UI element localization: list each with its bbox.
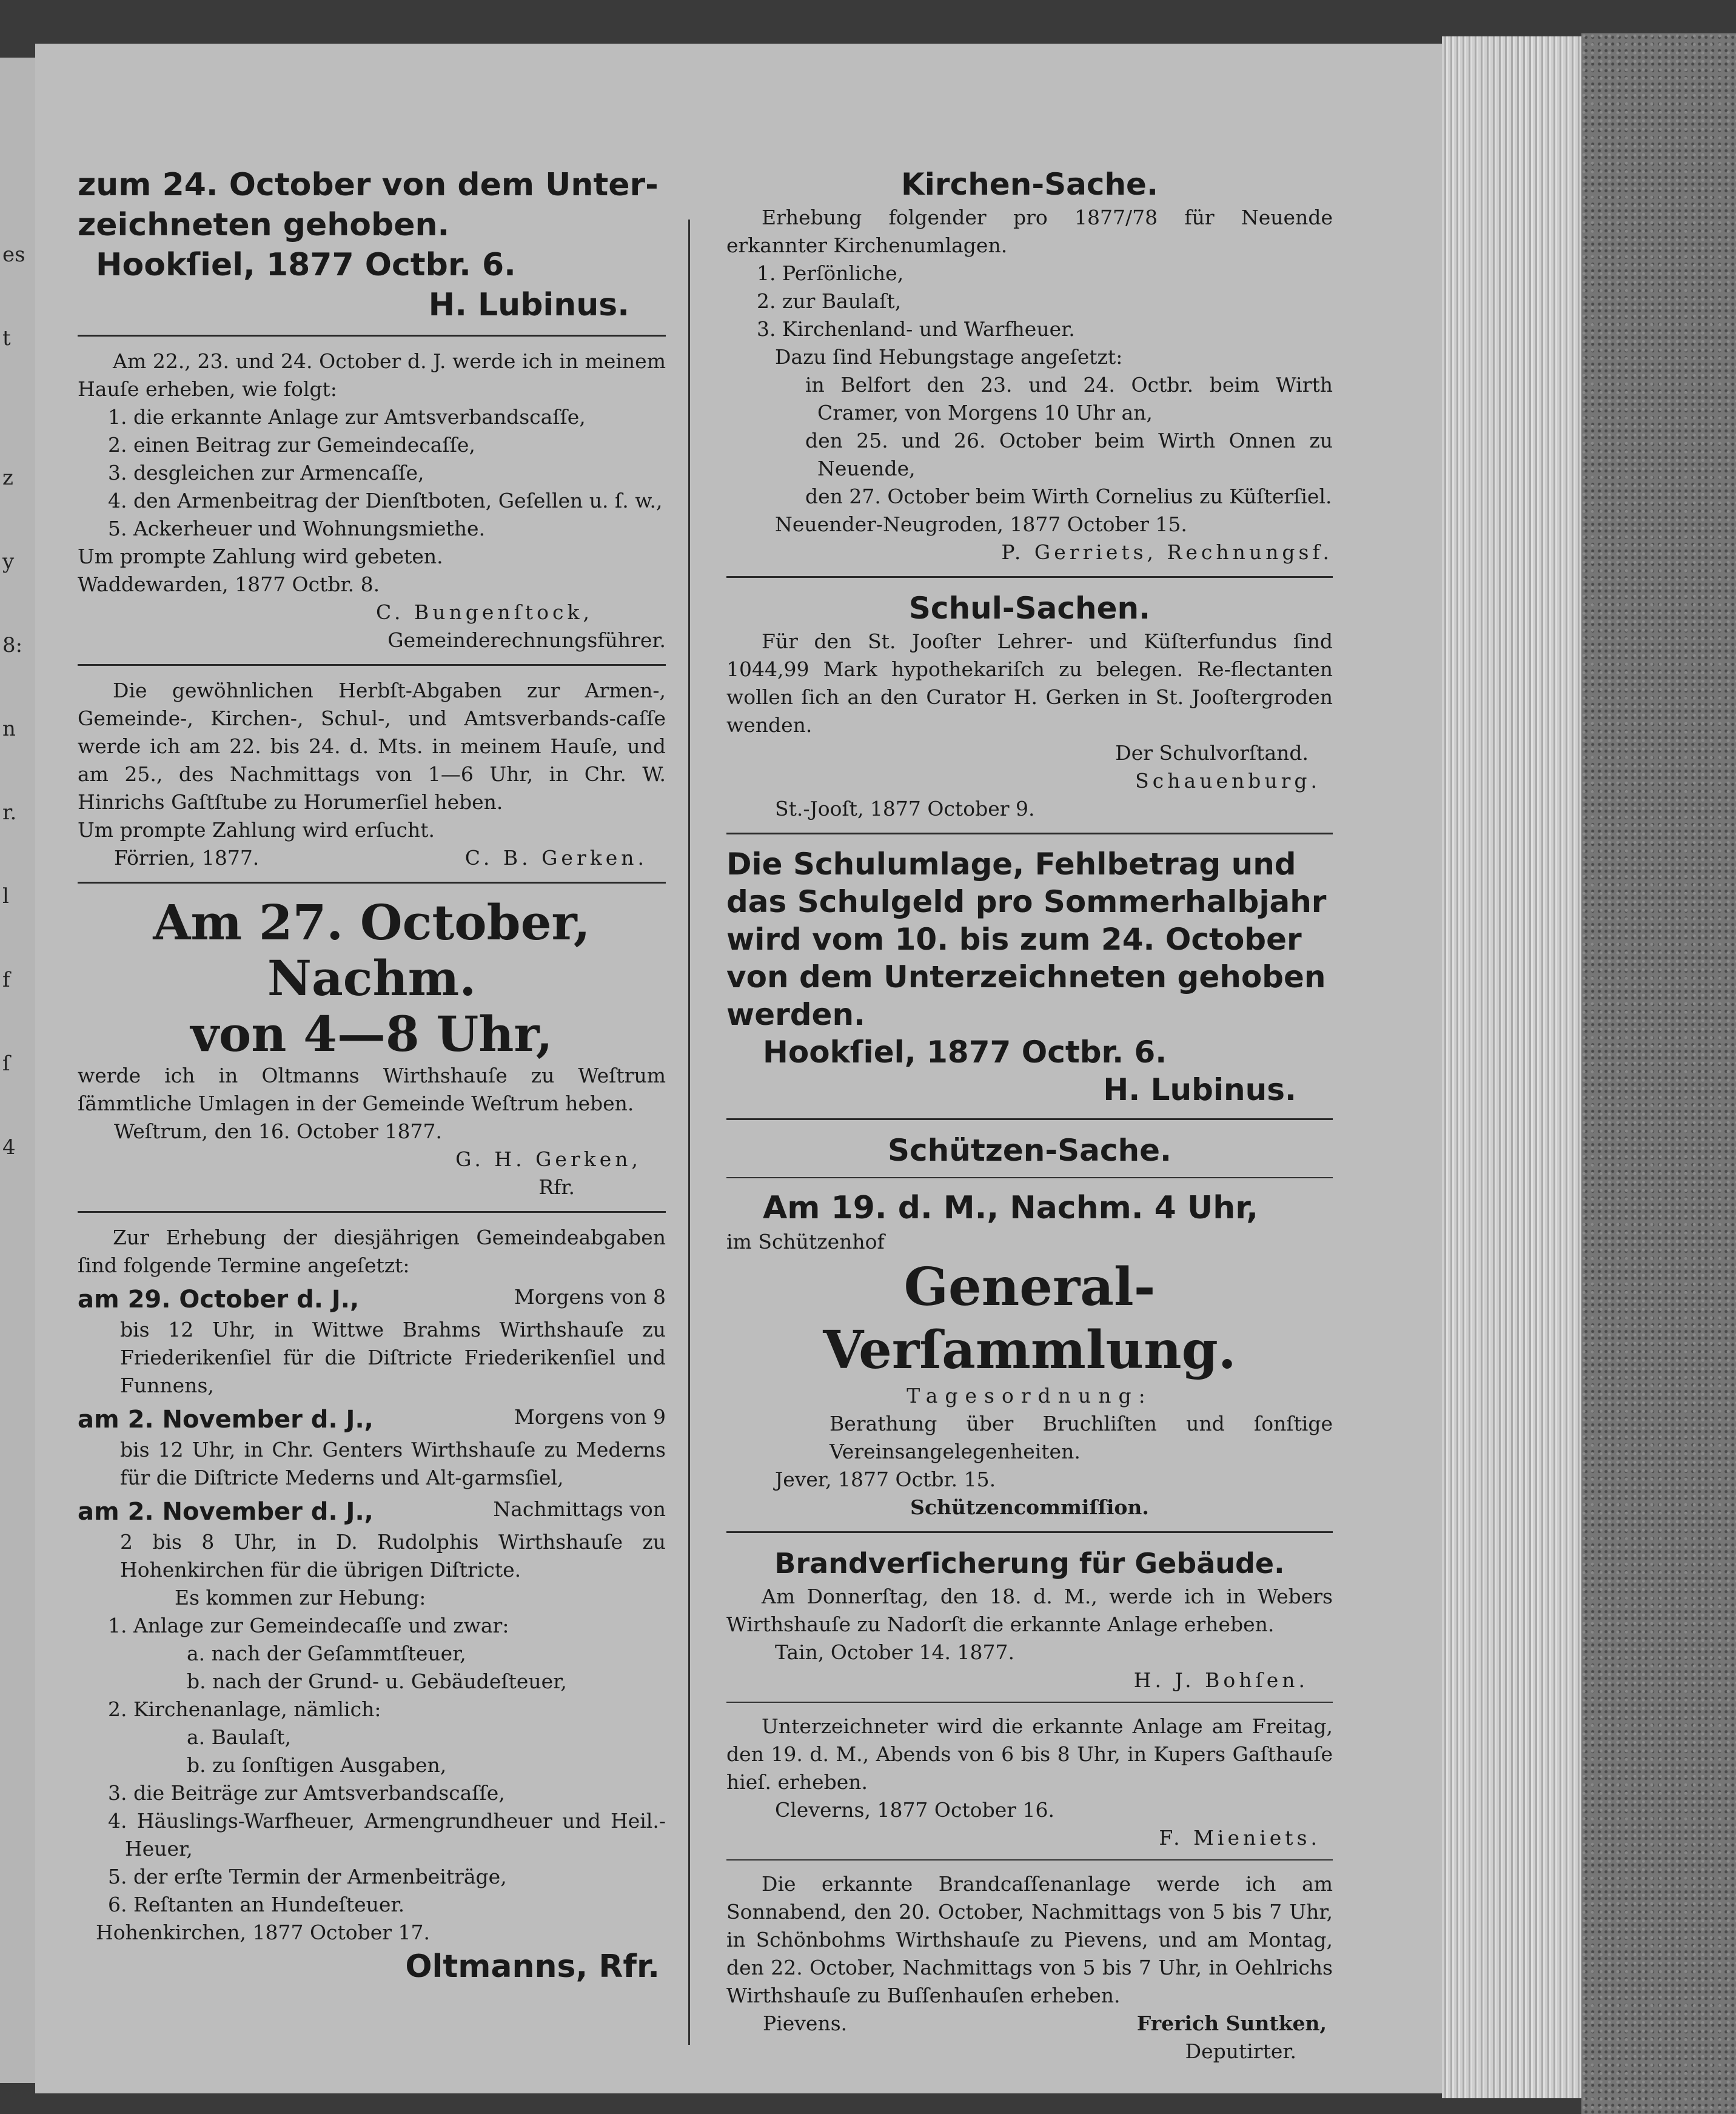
divider [726,1531,1333,1533]
signature: C. Bungenſtock, [375,600,593,624]
divider [726,1702,1333,1703]
list-item: b. zu ſonſtigen Ausgaben, [187,1753,447,1777]
signature: P. Gerriets, Rechnungsf. [1001,540,1333,564]
strip-line: 4 [2,1135,16,1159]
notice-waddewarden [78,347,666,654]
strip-line: ſ [2,1052,10,1076]
notice-line: wird vom 10. bis zum 24. October [726,922,1302,957]
dateline: Cleverns, 1877 October 16. [775,1798,1054,1822]
term-heading: am 2. November d. J., [78,1498,374,1526]
section-heading: Brandverſicherung für Gebäude. [774,1547,1285,1580]
divider [78,882,666,884]
dateline: Hohenkirchen, 1877 October 17. [96,1921,431,1944]
signature: G. H. Gerken, [455,1147,642,1171]
list-item: 1. Anlage zur Gemeindecaſſe und zwar: [108,1614,509,1637]
list-item: b. nach der Grund- u. Gebäudeſteuer, [187,1669,567,1693]
hebungstag: den 25. und 26. October beim Wirth Onnen zu Neuende, [805,429,1333,480]
divider [78,1211,666,1213]
list-item: 1. die erkannte Anlage zur Amtsverbandscaſſe, [108,405,586,429]
term-heading: am 29. October d. J., [78,1286,360,1314]
notice-heading: Am 27. October, Nachm. [153,894,591,1007]
list-item: a. Baulaſt, [187,1725,292,1749]
divider [726,1118,1333,1120]
notice-text: Am Donnerſtag, den 18. d. M., werde ich in Webers Wirthshauſe zu Nadorſt die erkannte Anlage erheben. [726,1585,1333,1636]
signature-title: Gemeinderechnungsführer. [387,628,666,652]
dateline: Jever, 1877 Octbr. 15. [775,1468,996,1491]
closing-text: Um prompte Zahlung wird erſucht. [78,818,435,842]
notice-text: Die gewöhnlichen Herbſt-Abgaben zur Armen-, Gemeinde-, Kirchen-, Schul-, und Amtsverbands-caſſe werde ich am 22. bis 24. d. Mts. in meinem Hauſe, und am 25., des Nachmittags von 1—6 Uhr, in Chr. W. Hinrichs Gaſtſtube zu Horumerſiel heben. [78,679,666,814]
notice-brandversicherung [726,1544,1333,1694]
notice-schulumlage [726,845,1333,1109]
right-column [726,165,1333,2065]
section-heading: Schul-Sachen. [908,591,1151,626]
notice-clevern [726,1713,1333,1852]
notice-line: werden. [726,997,866,1032]
notice-line: Die Schulumlage, Fehlbetrag und [726,847,1296,882]
notice-line: zum 24. October von dem Unter- [78,167,659,203]
list-item: 5. der erſte Termin der Armenbeiträge, [108,1865,507,1888]
term-time: Morgens von 9 [514,1405,666,1429]
signature: F. Mieniets. [1159,1826,1321,1850]
strip-line: y [2,549,15,574]
signature: C. B. Gerken. [464,846,648,870]
signature: H. Lubinus. [428,287,629,323]
list-item: 2. Kirchenanlage, nämlich: [108,1697,381,1721]
left-page-edge [0,58,35,2083]
notice-text: Am 22., 23. und 24. October d. J. werde ich in meinem Hauſe erheben, wie folgt: [78,349,666,401]
notice-westrum [78,894,666,1201]
notice-brandcasse [726,1870,1333,2065]
strip-line: l [2,884,9,908]
dateline: Tain, October 14. 1877. [775,1640,1014,1664]
notice-line: zeichneten gehoben. [78,207,450,243]
notice-line: im Schützenhof [726,1230,885,1253]
strip-line: f [2,968,10,992]
divider [78,335,666,337]
dateline: St.-Jooſt, 1877 October 9. [775,797,1035,820]
strip-line: t [2,326,11,351]
divider [726,833,1333,834]
section-heading: Schützen-Sache. [888,1133,1171,1168]
agenda-text: Berathung über Bruchliſten und ſonſtige Vereinsangelegenheiten. [829,1412,1333,1463]
signature-title: Rfr. [538,1175,575,1199]
notice-foerrien [78,677,666,872]
list-item: 3. die Beiträge zur Amtsverbandscaſſe, [108,1781,505,1805]
notice-line: von dem Unterzeichneten gehoben [726,959,1326,995]
column-divider [688,220,690,2045]
notice-lubinus-continuation [78,165,666,325]
divider [726,1859,1333,1861]
term-text: 2 bis 8 Uhr, in D. Rudolphis Wirthshauſe zu Hohenkirchen für die übrigen Diſtricte. [120,1530,666,1582]
hebungstag: den 27. October beim Wirth Cornelius zu Küſterſiel. [805,485,1332,508]
divider [726,576,1333,578]
dateline: Hookſiel, 1877 Octbr. 6. [763,1035,1167,1070]
hebungstag: in Belfort den 23. und 24. Octbr. beim Wirth Cramer, von Morgens 10 Uhr an, [805,373,1333,424]
strip-line: n [2,717,16,741]
notice-line: das Schulgeld pro Sommerhalbjahr [726,884,1327,919]
newspaper-page [35,44,1442,2093]
list-item: a. nach der Geſammtſteuer, [187,1642,466,1665]
dateline: Weſtrum, den 16. October 1877. [114,1119,442,1143]
notice-text: Für den St. Jooſter Lehrer- und Küſterfundus ſind 1044,99 Mark hypothekariſch zu belegen. Re-flectanten wollen ſich an den Curator H. Gerken in St. Jooſtergroden wenden. [726,629,1333,737]
section-heading: Kirchen-Sache. [901,167,1158,202]
signature: H. J. Bohſen. [1133,1668,1309,1692]
place: Förrien, 1877. [114,846,260,870]
strip-line: r. [2,800,17,825]
term-time: Morgens von 8 [514,1285,666,1309]
signature-title: Deputirter. [1185,2039,1296,2063]
list-item: 2. einen Beitrag zur Gemeindecaſſe, [108,433,475,457]
term-text: bis 12 Uhr, in Chr. Genters Wirthshauſe zu Mederns für die Diſtricte Mederns und Alt-garmsſiel, [120,1438,666,1489]
notice-schuetzen-sache [726,1131,1333,1522]
notice-text: Die erkannte Brandcaſſenanlage werde ich am Sonnabend, den 20. October, Nachmittags von 5 bis 7 Uhr, in Schönbohms Wirthshauſe zu Pievens, und am Montag, den 22. October, Nachmittags von 5 bis 7 Uhr, in Oehlrichs Wirthshauſe zu Buſſenhauſen erheben. [726,1872,1333,2007]
notice-text: Zur Erhebung der diesjährigen Gemeindeabgaben ſind folgende Termine angeſetzt: [78,1226,666,1277]
agenda-label: Tagesordnung: [907,1384,1153,1408]
notice-schul-sachen [726,589,1333,823]
closing-text: Um prompte Zahlung wird gebeten. [78,545,443,568]
notice-kirchen-sache [726,165,1333,566]
list-item: 4. Häuslings-Warfheuer, Armengrundheuer und Heil.-Heuer, [108,1809,666,1861]
list-item: 2. zur Baulaſt, [757,289,902,313]
list-item: 5. Ackerheuer und Wohnungsmiethe. [108,517,486,540]
dateline: Waddewarden, 1877 Octbr. 8. [78,572,380,596]
divider [726,1177,1333,1178]
list-item: 3. Kirchenland- und Warfheuer. [757,317,1075,341]
place: Pievens. [763,2012,848,2035]
signature: Schauenburg. [1135,769,1321,793]
divider [78,664,666,666]
term-time: Nachmittags von [493,1497,666,1521]
strip-line: 8: [2,633,23,657]
list-item: 1. Perſönliche, [757,261,904,285]
notice-text: werde ich in Oltmanns Wirthshauſe zu Weſtrum ſämmtliche Umlagen in der Gemeinde Weſtrum heben. [78,1064,666,1115]
list-item: 3. desgleichen zur Armencaſſe, [108,461,424,485]
term-heading: am 2. November d. J., [78,1406,374,1434]
left-page-strip [2,185,35,1217]
signature: Frerich Suntken, [1136,2012,1327,2035]
notice-text: Dazu ſind Hebungstage angeſetzt: [775,345,1123,369]
signature: Oltmanns, Rfr. [405,1948,660,1985]
list-item: 4. den Armenbeitrag der Dienſtboten, Geſellen u. ſ. w., [108,489,663,512]
strip-line: z [2,466,13,490]
term-text: bis 12 Uhr, in Wittwe Brahms Wirthshauſe zu Friederikenſiel für die Diſtricte Friederikenſiel und Funnens, [120,1318,666,1397]
notice-text: Unterzeichneter wird die erkannte Anlage am Freitag, den 19. d. M., Abends von 6 bis 8 Uhr, in Kupers Gaſthauſe hieſ. erheben. [726,1714,1333,1794]
signature: H. Lubinus. [1103,1072,1296,1107]
strip-line: es [2,243,25,267]
notice-title: General-Verſammlung. [823,1257,1236,1381]
book-fore-edge [1442,36,1581,2098]
notice-hohenkirchen [78,1224,666,1987]
left-column [78,165,666,1987]
dateline: Hookſiel, 1877 Octbr. 6. [96,247,516,283]
list-item: 6. Reſtanten an Hundeſteuer. [108,1893,405,1916]
list-intro: Es kommen zur Hebung: [175,1586,426,1609]
book-cover-marbled [1581,33,1736,2114]
notice-heading: von 4—8 Uhr, [190,1005,553,1062]
notice-text: Erhebung folgender pro 1877/78 für Neuende erkannter Kirchenumlagen. [726,206,1333,257]
signature: Schützencommiſſion. [910,1495,1149,1519]
dateline: Neuender-Neugroden, 1877 October 15. [775,512,1187,536]
signature: Der Schulvorſtand. [1115,741,1309,765]
notice-line: Am 19. d. M., Nachm. 4 Uhr, [763,1190,1258,1226]
